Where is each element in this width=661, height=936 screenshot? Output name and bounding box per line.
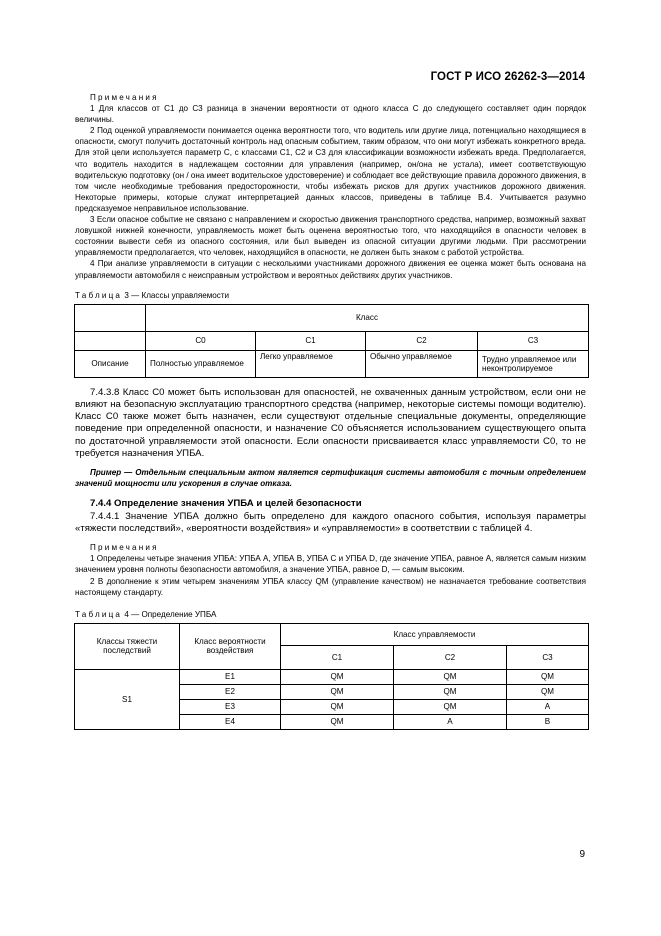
note-2: 2 Под оценкой управляемости понимается оценка вероятности того, что водитель или другие лица, потенциально находящиеся в опасности, смогут получить достаточный контроль над опасным событием, таким образом, что они могут избежать конкретного вреда. Для этой цели используется параметр С, с классами С1, С2 и С3 для классификации возможности избежать вреда. Предполагается, что водитель находится в надлежащем состоянии для управления (например, он/она не устала), имеет соответствующую водительскую подготовку (он / она имеет водительское удостоверение) и соблюдает все действующие правила дорожного движения, в том числе необходимые требования предосторожности, чтобы избежать рисков для других участников дорожного движения. Некоторые примеры, которые служат интерпретацией данных классов, приведены в таблице В.4. Учитывается разумно предсказуемое неправильное использование.	[75, 126, 586, 213]
table4-exposure: E1	[180, 669, 281, 684]
controllability-table	[74, 304, 589, 378]
table4-exposure: E4	[180, 714, 281, 729]
table3-caption-word: Таблица	[75, 290, 123, 300]
table4-cell: A	[394, 714, 507, 729]
table3-caption-text: 3 — Классы управляемости	[124, 290, 230, 300]
table4-exposure: E3	[180, 699, 281, 714]
paragraph-7-4-3-8: 7.4.3.8 Класс С0 может быть использован для опасностей, не охваченных данным устройством, если они не влияют на безопасную эксплуатацию транспортного средства (например, некоторые системы помощи водителю). Класс С0 также может быть назначен, если существуют отдельные специальные документы, определяющие поведение при определенной опасности, и назначение С0 объясняется использованием существующего опыта по достаточной управляемости этой опасности. Если опасности присваивается класс управляемости С0, то не требуется назначения УПБА.	[75, 386, 586, 460]
page-content	[75, 92, 586, 730]
table4-header-controllability: Класс управляемости	[281, 623, 589, 645]
table3-col-c3: С3	[478, 331, 589, 350]
table4-cell: QM	[281, 714, 394, 729]
table4-caption	[75, 610, 586, 619]
table4-cell: QM	[281, 699, 394, 714]
table3-group-header: Класс	[146, 304, 589, 331]
note-1: 1 Определены четыре значения УПБА: УПБА А, УПБА В, УПБА С и УПБА D, где значение УПБА, равное А, является самым низким значением уровня полноты безопасности автомобиля, а значение УПБА, равное D, — самым высоким.	[75, 554, 586, 575]
table3-cell: Трудно управляемое или неконтролируемое	[478, 350, 589, 377]
paragraph-7-4-4-1: 7.4.4.1 Значение УПБА должно быть определено для каждого опасного события, используя параметры «тяжести последствий», «вероятности воздействия» и «управляемости» в соответствии с таблицей 4.	[75, 510, 586, 534]
table3-col-c0: С0	[146, 331, 256, 350]
table3-cell: Полностью управляемое	[146, 350, 256, 377]
table3-col-c2: С2	[366, 331, 478, 350]
table4-caption-text: 4 — Определение УПБА	[124, 609, 217, 619]
table4-cell: QM	[507, 684, 589, 699]
notes-block-2	[75, 542, 586, 597]
notes-heading: Примечания	[90, 543, 159, 553]
table3-empty-cell	[75, 331, 146, 350]
table4-cell: QM	[394, 684, 507, 699]
table4-cell: QM	[394, 699, 507, 714]
table4-cell: QM	[281, 684, 394, 699]
page-number: 9	[579, 849, 585, 860]
table4-header-severity: Классы тяжести последствий	[75, 623, 180, 669]
note-1: 1 Для классов от С1 до С3 разница в значении вероятности от одного класса С до следующего составляет один порядок величины.	[75, 104, 586, 125]
table3-col-c1: С1	[256, 331, 366, 350]
table3-row-label: Описание	[75, 350, 146, 377]
table4-cell: QM	[394, 669, 507, 684]
table3-cell: Легко управляемое	[256, 350, 366, 377]
table4-cell: QM	[507, 669, 589, 684]
note-4: 4 При анализе управляемости в ситуации с несколькими участниками дорожного движения ее оценка может быть основана на управляемости автомобиля с неисправным устройством и вероятных действиях других участников.	[75, 259, 586, 280]
asil-table	[74, 623, 589, 730]
example-text: Пример — Отдельным специальным актом является сертификация системы автомобиля с точным определением значений мощности или ускорения в случае отказа.	[75, 468, 586, 489]
table4-col-c1: С1	[281, 645, 394, 669]
note-2: 2 В дополнение к этим четырем значениям УПБА классу QM (управление качеством) не назначается требование соответствия настоящему стандарту.	[75, 576, 586, 597]
section-heading-7-4-4: 7.4.4 Определение значения УПБА и целей безопасности	[90, 498, 362, 510]
notes-heading: Примечания	[90, 93, 159, 102]
table4-exposure: E2	[180, 684, 281, 699]
table4-cell: B	[507, 714, 589, 729]
note-3: 3 Если опасное событие не связано с направлением и скоростью движения транспортного средства, например, возможный захват ловушкой нижней конечности, управляемость может быть оценена вероятностью того, что находящийся в опасности человек в состоянии вывести себя из опасного состояния, или был выведен из опасной ситуации другими людьми. При рассмотрении управляемости предполагается, что человек, находящийся в опасности, не должен быть знаком с работой устройства.	[75, 215, 586, 258]
section-7-4-3-8	[75, 387, 586, 461]
table4-col-c2: С2	[394, 645, 507, 669]
table4-header-exposure: Класс вероятности воздействия	[180, 623, 281, 669]
table3-caption	[75, 291, 586, 300]
table3-empty-cell	[75, 304, 146, 331]
table4-caption-word: Таблица	[75, 609, 123, 619]
document-header: ГОСТ Р ИСО 26262-3—2014	[430, 71, 585, 83]
notes-block-1	[75, 92, 586, 281]
section-7-4-4-1	[75, 511, 586, 536]
table4-severity-s1: S1	[75, 669, 180, 729]
table3-cell: Обычно управляемое	[366, 350, 478, 377]
table4-cell: A	[507, 699, 589, 714]
table4-cell: QM	[281, 669, 394, 684]
table4-col-c3: С3	[507, 645, 589, 669]
